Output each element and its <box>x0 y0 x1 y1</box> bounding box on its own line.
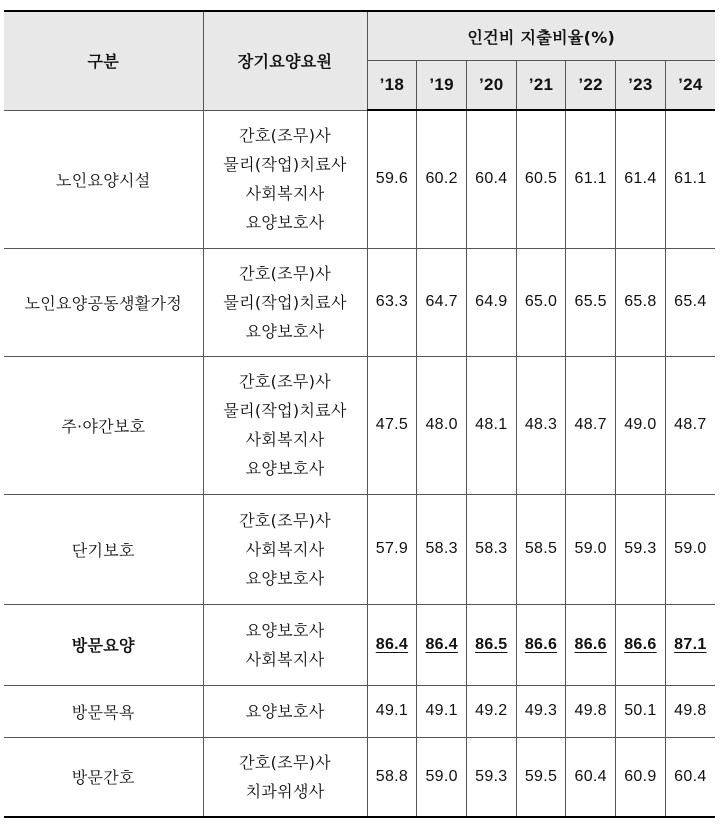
table-row <box>4 110 715 248</box>
value-cell: 65.8 <box>616 248 666 356</box>
staff-cell <box>203 356 367 494</box>
labor-cost-ratio-table <box>4 10 715 818</box>
value-cell: 65.0 <box>516 248 566 356</box>
value-cell: 49.1 <box>367 685 417 737</box>
staff-item: 요양보호사 <box>245 568 325 588</box>
value-cell: 64.7 <box>417 248 467 356</box>
value-cell: 59.0 <box>417 737 467 817</box>
value-cell: 65.5 <box>566 248 616 356</box>
value-cell: 59.3 <box>466 737 516 817</box>
year-header: ’22 <box>566 61 616 111</box>
value-cell: 49.0 <box>616 356 666 494</box>
staff-item: 요양보호사 <box>245 620 325 640</box>
year-header: ’23 <box>616 61 666 111</box>
category-cell: 방문간호 <box>4 737 203 817</box>
staff-item: 간호(조무)사 <box>239 263 331 283</box>
category-cell: 노인요양시설 <box>4 110 203 248</box>
category-cell: 방문목욕 <box>4 685 203 737</box>
staff-item: 요양보호사 <box>245 321 325 341</box>
category-cell: 노인요양공동생활가정 <box>4 248 203 356</box>
value-cell: 60.4 <box>665 737 715 817</box>
table-row <box>4 356 715 494</box>
staff-item: 사회복지사 <box>245 184 325 203</box>
staff-item: 간호(조무)사 <box>239 752 331 772</box>
value-cell: 49.8 <box>566 685 616 737</box>
value-cell: 50.1 <box>616 685 666 737</box>
staff-cell <box>203 685 367 737</box>
value-cell: 58.3 <box>466 494 516 604</box>
value-cell: 48.7 <box>566 356 616 494</box>
table-row <box>4 494 715 604</box>
value-cell: 63.3 <box>367 248 417 356</box>
table-row <box>4 737 715 817</box>
staff-cell <box>203 248 367 356</box>
category-header: 구분 <box>4 11 203 110</box>
value-cell: 48.0 <box>417 356 467 494</box>
value-cell: 64.9 <box>466 248 516 356</box>
value-cell: 61.1 <box>566 110 616 248</box>
year-header: ’19 <box>417 61 467 111</box>
value-cell: 59.0 <box>566 494 616 604</box>
value-cell: 86.4 <box>367 604 417 685</box>
staff-item: 간호(조무)사 <box>239 510 331 530</box>
value-cell: 86.6 <box>516 604 566 685</box>
value-cell: 86.4 <box>417 604 467 685</box>
table-header <box>4 11 715 110</box>
ratio-header: 인건비 지출비율(%) <box>367 11 715 61</box>
value-cell: 86.6 <box>616 604 666 685</box>
value-cell: 59.5 <box>516 737 566 817</box>
value-cell: 57.9 <box>367 494 417 604</box>
staff-item: 치과위생사 <box>245 781 325 801</box>
value-cell: 87.1 <box>665 604 715 685</box>
value-cell: 86.5 <box>466 604 516 685</box>
value-cell: 49.2 <box>466 685 516 737</box>
value-cell: 58.8 <box>367 737 417 817</box>
staff-item: 물리(작업)치료사 <box>223 401 347 420</box>
staff-item: 사회복지사 <box>245 649 325 669</box>
value-cell: 59.0 <box>665 494 715 604</box>
value-cell: 65.4 <box>665 248 715 356</box>
year-header: ’21 <box>516 61 566 111</box>
year-header: ’18 <box>367 61 417 111</box>
value-cell: 61.1 <box>665 110 715 248</box>
value-cell: 59.3 <box>616 494 666 604</box>
value-cell: 59.6 <box>367 110 417 248</box>
table-row <box>4 685 715 737</box>
value-cell: 47.5 <box>367 356 417 494</box>
category-cell: 단기보호 <box>4 494 203 604</box>
table-row <box>4 248 715 356</box>
staff-cell <box>203 494 367 604</box>
table-body <box>4 110 715 817</box>
staff-cell <box>203 604 367 685</box>
value-cell: 61.4 <box>616 110 666 248</box>
staff-item: 사회복지사 <box>245 539 325 559</box>
value-cell: 60.9 <box>616 737 666 817</box>
staff-item: 사회복지사 <box>245 430 325 449</box>
value-cell: 60.4 <box>466 110 516 248</box>
value-cell: 60.5 <box>516 110 566 248</box>
staff-item: 요양보호사 <box>245 701 325 721</box>
staff-item: 간호(조무)사 <box>239 126 331 145</box>
value-cell: 49.8 <box>665 685 715 737</box>
value-cell: 58.5 <box>516 494 566 604</box>
year-header: ’24 <box>665 61 715 111</box>
table-row-highlighted <box>4 604 715 685</box>
value-cell: 60.4 <box>566 737 616 817</box>
year-header: ’20 <box>466 61 516 111</box>
category-cell: 방문요양 <box>4 604 203 685</box>
staff-item: 요양보호사 <box>245 459 325 478</box>
staff-cell <box>203 110 367 248</box>
staff-item: 물리(작업)치료사 <box>223 155 347 174</box>
value-cell: 49.1 <box>417 685 467 737</box>
staff-item: 물리(작업)치료사 <box>223 292 347 312</box>
staff-header: 장기요양요원 <box>203 11 367 110</box>
category-cell: 주·야간보호 <box>4 356 203 494</box>
value-cell: 48.3 <box>516 356 566 494</box>
value-cell: 60.2 <box>417 110 467 248</box>
value-cell: 48.7 <box>665 356 715 494</box>
value-cell: 86.6 <box>566 604 616 685</box>
staff-item: 간호(조무)사 <box>239 372 331 391</box>
value-cell: 58.3 <box>417 494 467 604</box>
staff-item: 요양보호사 <box>245 213 325 232</box>
value-cell: 49.3 <box>516 685 566 737</box>
staff-cell <box>203 737 367 817</box>
value-cell: 48.1 <box>466 356 516 494</box>
